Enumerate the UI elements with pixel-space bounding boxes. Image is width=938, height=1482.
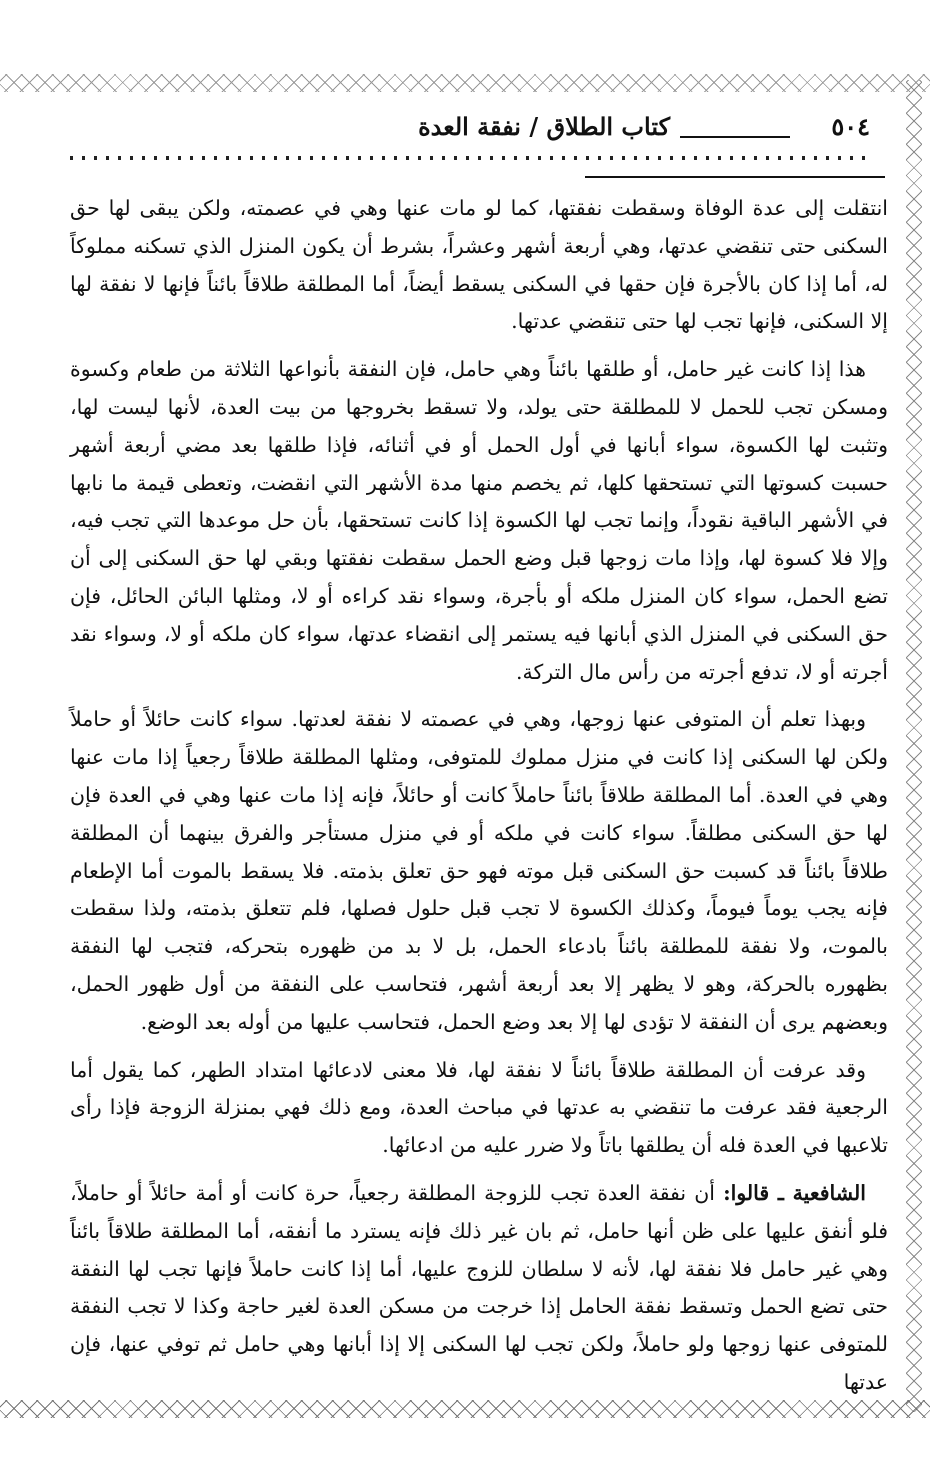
paragraph-5 xyxy=(70,1175,888,1402)
header-line xyxy=(680,136,790,138)
paragraph-3 xyxy=(70,701,888,1041)
paragraph-4 xyxy=(70,1052,888,1165)
paragraph-text: انتقلت إلى عدة الوفاة وسقطت نفقتها، كما لو مات عنها وهي في عصمته، ولكن يبقى لها حق السكنى حتى تنقضي عدتها، وهي أربعة أشهر وعشراً، بشرط أن يكون المنزل الذي تسكنه مملوكاً له، أما إذا كان بالأجرة فإن حقها في السكنى يسقط أيضاً، أما المطلقة طلاقاً بائناً فإنها لا نفقة لها إلا السكنى، فإنها تجب لها حتى تنقضي عدتها. xyxy=(70,196,888,334)
body-text xyxy=(70,190,888,1412)
paragraph-2 xyxy=(70,351,888,691)
section-lead: الشافعية ـ قالوا: xyxy=(723,1180,866,1205)
paragraph-text: وقد عرفت أن المطلقة طلاقاً بائناً لا نفقة لها، فلا معنى لادعائها امتداد الطهر، كما يقول أما الرجعية فقد عرفت ما تنقضي به عدتها في مباحث العدة، ومع ذلك فهي بمنزلة الزوجة فإذا رأى تلاعبها في العدة فله أن يطلقها باتاً ولا ضرر عليه من ادعائها. xyxy=(70,1057,888,1158)
paragraph-text: هذا إذا كانت غير حامل، أو طلقها بائناً وهي حامل، فإن النفقة بأنواعها الثلاثة من طعام وكسوة ومسكن تجب للحمل لا للمطلقة حتى يولد، ولا تسقط بخروجها من بيت العدة، لأنها ليست لها، وتثبت لها الكسوة، سواء أبانها في أول الحمل أو في أثنائه، فإذا طلقها بعد مضي أربعة أشهر حسبت كسوتها التي تستحقها كلها، ثم يخصم منها مدة الأشهر التي انقضت، وتعطى قيمة ما نابها في الأشهر الباقية نقوداً، وإنما تجب لها الكسوة إذا كانت تستحقها، بأن حل موعدها التي تجب فيه، وإلا فلا كسوة لها، وإذا مات زوجها قبل وضع الحمل سقطت نفقتها وبقي لها حق السكنى إلى أن تضع الحمل، سواء كان المنزل ملكه أو بأجرة، وسواء نقد كراءه أو لا، ومثلها البائن الحائل، فإن حق السكنى في المنزل الذي أبانها فيه يستمر إلى انقضاء عدتها، سواء كان ملكه أو لا، وسواء نقد أجرته أو لا، تدفع أجرته من رأس مال التركة. xyxy=(70,357,888,684)
header-dotted-rule xyxy=(70,156,870,160)
header-rule xyxy=(585,176,885,178)
paragraph-1 xyxy=(70,190,888,341)
running-header xyxy=(70,112,870,152)
page-number: ٥٠٤ xyxy=(831,112,870,141)
ornamental-border-top xyxy=(0,74,930,92)
running-title: كتاب الطلاق / نفقة العدة xyxy=(418,112,670,141)
paragraph-text: وبهذا تعلم أن المتوفى عنها زوجها، وهي في عصمته لا نفقة لعدتها. سواء كانت حائلاً أو حاملاً ولكن لها السكنى إذا كانت في منزل مملوك للمتوفى، ومثلها المطلقة طلاقاً رجعياً إذا مات عنها وهي في العدة. أما المطلقة طلاقاً بائناً حاملاً كانت أو حائلاً، فإنه إذا مات عنها وهي في العدة فإن لها حق السكنى مطلقاً. سواء كانت في ملكه أو في منزل مستأجر والفرق بينهما أن المطلقة طلاقاً بائناً قد كسبت حق السكنى قبل موته فهو حق تعلق بذمته. فلا يسقط بالموت أما الإطعام فإنه يجب يوماً فيوماً، وكذلك الكسوة لا تجب قبل حلول فصلها، فلم تتعلق بذمته، ولذا سقطت بالموت، ولا نفقة للمطلقة بائناً بادعاء الحمل، بل لا بد من ظهوره بتحركه، فتجب لها النفقة بظهوره بالحركة، وهو لا يظهر إلا بعد أربعة أشهر، فتحاسب على النفقة من أول ظهور الحمل، وبعضهم يرى أن النفقة لا تؤدى لها إلا بعد وضع الحمل، فتحاسب عليها من أوله بعد الوضع. xyxy=(70,707,888,1034)
ornamental-border-right xyxy=(906,80,922,1412)
paragraph-text: أن نفقة العدة تجب للزوجة المطلقة رجعياً، حرة كانت أو أمة حائلاً أو حاملاً، فلو أنفق عليها على ظن أنها حامل، ثم بان غير ذلك فإنه يسترد ما أنفقه، أما المطلقة طلاقاً بائناً وهي غير حامل فلا نفقة لها، لأنه لا سلطان للزوج عليها، أما إذا كانت حاملاً فإنها تجب لها النفقة حتى تضع الحمل وتسقط نفقة الحامل إذا خرجت من مسكن العدة لغير حاجة وكذا لا تجب النفقة للمتوفى عنها زوجها ولو حاملاً، ولكن تجب لها السكنى إلا إذا أبانها وهي حامل ثم توفي عنها، فإن عدتها xyxy=(70,1180,888,1394)
